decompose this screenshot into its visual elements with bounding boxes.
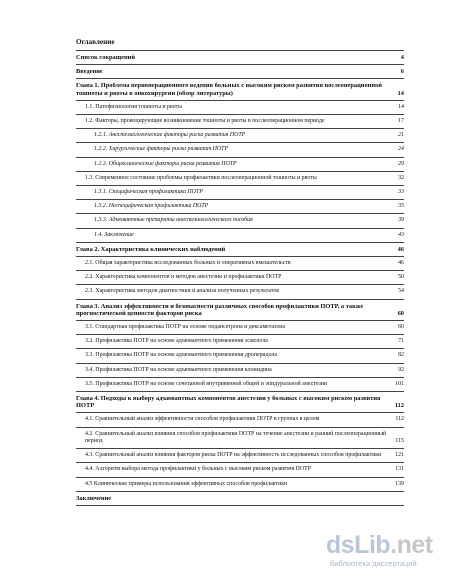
toc-entry[interactable] [76,285,404,299]
toc-entry[interactable] [76,492,404,506]
toc-entry[interactable] [76,229,404,243]
toc-entry[interactable] [76,335,404,349]
toc-entry-page: 4 [400,54,404,61]
toc-entry-page: 35 [398,203,404,210]
toc-entry-page: 92 [398,366,404,373]
toc-entry-page: 60 [397,309,404,317]
watermark-logo-ext: .net [390,531,433,559]
toc-entry-title: Глава 2. Характеристика клинических наблюдений [76,245,226,253]
toc-entry-page: 131 [395,466,404,473]
toc-entry-page: 21 [398,132,404,139]
toc-entry-page: 101 [395,380,404,387]
watermark-logo-main: dsLib [326,531,391,559]
toc-entry-page: 139 [395,480,404,487]
toc-entry[interactable] [76,428,404,449]
toc-entry-page: 50 [398,274,404,281]
toc-list [76,51,404,506]
toc-entry-page: 17 [398,118,404,125]
toc-entry[interactable] [76,364,404,378]
toc-entry-title: 1.1. Патофизиология тошноты и рвоты [85,103,183,110]
toc-entry-title: 1.4. Заключение [94,231,134,238]
toc-entry-page: 33 [398,189,404,196]
toc-entry[interactable] [76,257,404,271]
toc-entry[interactable] [76,243,404,257]
toc-entry-title: 3.5. Профилактика ПОТР на основе сочетанной внутривенной общей и эпидуральной анестезии [85,380,328,387]
toc-entry-title: Глава 4. Подходы к выбору адъювантных компонентов анестезии у больных с высоким риском развития ПОТР [76,395,381,410]
toc-entry[interactable] [76,349,404,363]
toc-heading: Оглавление [76,38,115,46]
toc-entry[interactable] [76,378,404,392]
toc-entry[interactable] [76,158,404,172]
toc-entry[interactable] [76,101,404,115]
toc-entry-page: 54 [398,288,404,295]
toc-entry[interactable] [76,143,404,157]
toc-entry-title: Глава 3. Анализ эффективности и безопасности различных способов профилактики ПОТР, а также прогностической ценности факторов риска [76,302,364,317]
toc-entry-title: 3.2. Профилактика ПОТР на основе адъювантного применения эсмолола [85,338,268,345]
toc-entry[interactable] [76,51,404,65]
toc-entry[interactable] [76,321,404,335]
toc-entry-title: 1.3.3. Адъювантные препараты анестезиологического пособия [94,217,253,224]
toc-entry-page: 46 [398,260,404,267]
toc-entry-title: 1.2.1. Анестезиологические факторы риска развития ПОТР [94,132,246,139]
toc-entry-page: 43 [398,231,404,238]
watermark-subtitle: библиотека диссертаций [330,559,417,568]
toc-entry[interactable] [76,200,404,214]
toc-entry-page: 39 [398,217,404,224]
toc-entry-title: 2.2. Характеристика компонентов и методов анестезии и профилактики ПОТР [85,274,282,281]
toc-entry-page: 46 [397,245,404,253]
toc-entry-page: 29 [398,160,404,167]
toc-entry-title: 3.1. Стандартная профилактика ПОТР на основе ондансетрона и дексаметазона [85,324,286,331]
toc-entry-page: 14 [397,89,404,97]
toc-entry-title: 3.3. Профилактика ПОТР на основе адъювантного применения дроперидола [85,352,277,359]
toc-entry-page: 121 [395,452,404,459]
toc-entry-title: 1.3.2. Неспецифическая профилактика ПОТР [94,203,209,210]
toc-entry-page: 112 [395,416,404,423]
toc-entry[interactable] [76,115,404,129]
toc-entry[interactable] [76,449,404,463]
toc-entry-title: Список сокращений [76,54,136,61]
toc-entry-title: 1.2.2. Хирургические факторы риска развития ПОТР [94,146,229,153]
toc-entry-title: 1.2.3. Общеклинические факторы риска развития ПОТР [94,160,237,167]
toc-entry-page: 60 [398,324,404,331]
toc-entry-page: 71 [398,338,404,345]
toc-entry-title: 3.4. Профилактика ПОТР на основе адъювантного применения клонидина [85,366,272,373]
toc-entry-page: 14 [398,103,404,110]
toc-entry-title: 2.3. Характеристика методов диагностики и анализа полученных результатов [85,288,280,295]
toc-entry-title: 4.2. Сравнительный анализ влияния способов профилактики ПОТР на течение анестезии и ранний послеоперационный период [85,430,387,444]
toc-entry[interactable] [76,478,404,492]
toc-entry-title: 4.4. Алгоритм выбора метода профилактики у больных с высоким риском развития ПОТР [85,466,312,473]
toc-entry[interactable] [76,79,404,100]
toc-page [76,38,404,506]
toc-entry[interactable] [76,214,404,228]
toc-entry[interactable] [76,392,404,413]
toc-entry-page: 32 [398,174,404,181]
toc-entry-title: 1.3. Современное состояние проблемы профилактики послеоперационной тошноты и рвоты [85,174,317,181]
toc-entry-title: 1.2. Факторы, провоцирующие возникновение тошноты и рвоты в послеоперационном периоде [85,118,325,125]
toc-entry[interactable] [76,172,404,186]
toc-entry-page: 112 [394,402,404,410]
toc-entry-title: 4.1. Сравнительный анализ эффективности способов профилактики ПОТР в группах в целом [85,416,320,423]
toc-entry-page: 115 [395,437,404,444]
toc-entry[interactable] [76,300,404,321]
toc-entry-title: 4.3. Сравнительный анализ влияния факторов риска ПОТР на эффективность исследованных способов профилактики [85,452,382,459]
toc-entry[interactable] [76,186,404,200]
toc-entry-title: Введение [76,68,103,76]
dslib-watermark [326,532,436,572]
toc-entry-title: 2.1. Общая характеристика исследованных больных и оперативных вмешательств [85,260,291,267]
toc-entry-page: 24 [398,146,404,153]
toc-entry-title: 1.3.1. Специфическая профилактика ПОТР [94,189,203,196]
toc-entry-page: 82 [398,352,404,359]
toc-entry[interactable] [76,413,404,427]
watermark-logo [326,532,433,558]
toc-entry[interactable] [76,129,404,143]
toc-entry[interactable] [76,463,404,477]
toc-entry-title: 4.5 Клинические примеры использования эффективных способов профилактики [85,480,288,487]
toc-entry-title: Глава 1. Проблема периоперационного ведения больных с высоким риском развития послеоперационной тошноты и рвоты в онкохирургии (обзор литературы) [76,82,382,97]
toc-entry-page: 6 [400,68,404,76]
toc-entry[interactable] [76,65,404,79]
toc-entry[interactable] [76,271,404,285]
toc-entry-title: Заключение [76,494,112,502]
